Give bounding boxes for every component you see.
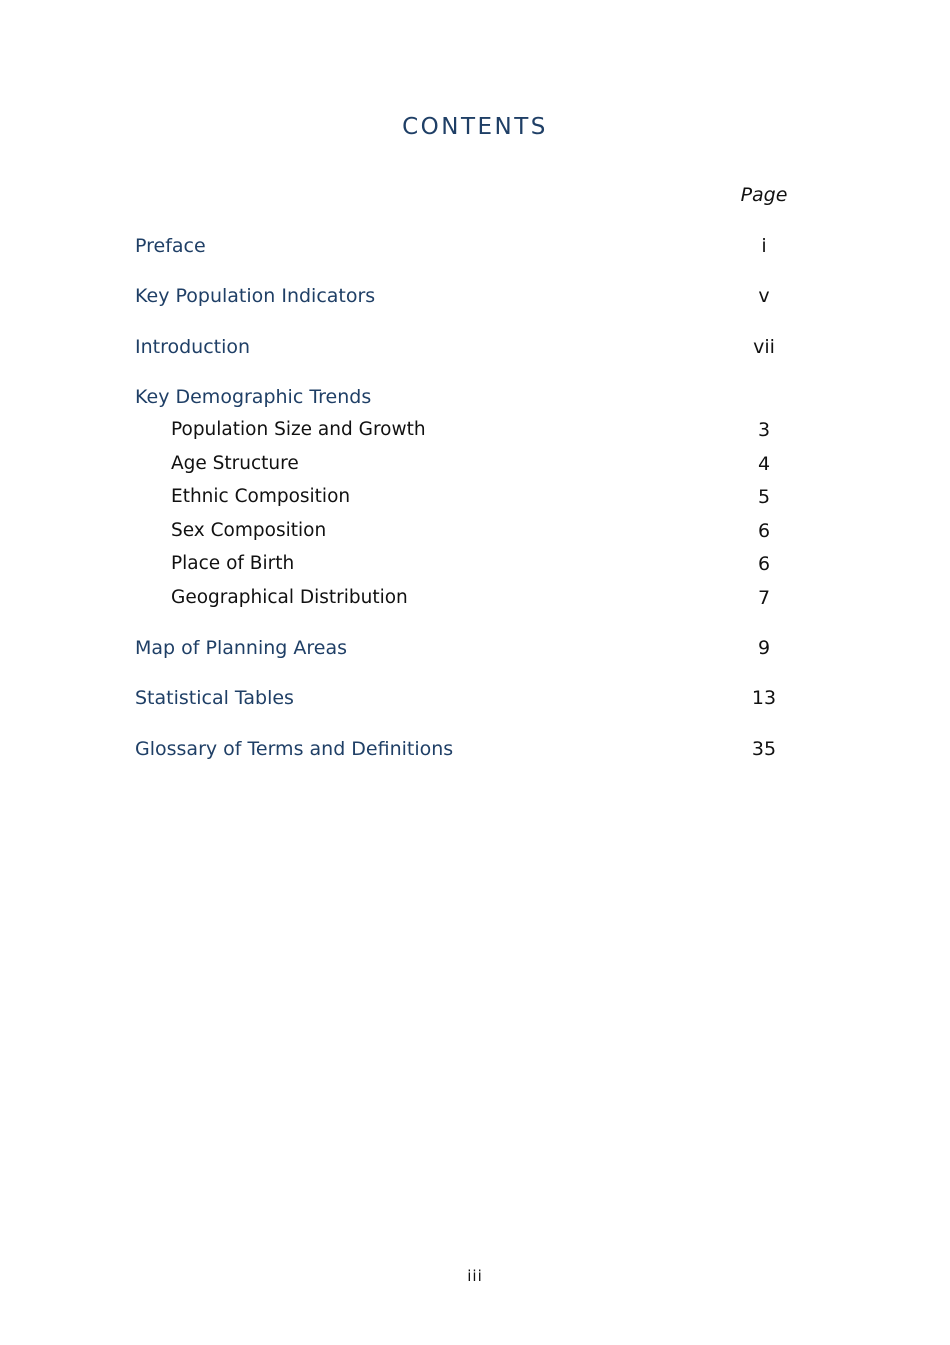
toc-entry-map-of-planning-areas[interactable]: [0, 637, 950, 665]
toc-entry-label: Ethnic Composition: [171, 486, 351, 507]
toc-entry-page: 35: [751, 738, 777, 760]
toc-subentry-place-of-birth[interactable]: [0, 553, 950, 581]
toc-entry-label: Preface: [135, 235, 206, 257]
toc-subentry-population-size[interactable]: [0, 419, 950, 447]
toc-entry-label: Sex Composition: [171, 520, 327, 541]
toc-entry-label: Key Demographic Trends: [135, 386, 372, 408]
toc-subentry-ethnic-composition[interactable]: [0, 486, 950, 514]
toc-entry-page: vii: [753, 336, 775, 358]
toc-entry-label: Population Size and Growth: [171, 419, 426, 440]
toc-entry-page: 6: [757, 520, 771, 542]
toc-entry-glossary[interactable]: [0, 738, 950, 766]
toc-entry-page: 5: [757, 486, 771, 508]
toc-entry-label: Glossary of Terms and Definitions: [135, 738, 454, 760]
toc-entry-page: 7: [757, 587, 771, 609]
page-column-header: Page: [740, 184, 788, 206]
toc-subentry-sex-composition[interactable]: [0, 520, 950, 548]
toc-subentry-age-structure[interactable]: [0, 453, 950, 481]
toc-subentry-geographical-distribution[interactable]: [0, 587, 950, 615]
toc-entry-label: Map of Planning Areas: [135, 637, 347, 659]
toc-entry-introduction[interactable]: [0, 336, 950, 364]
toc-entry-page: 13: [751, 687, 777, 709]
page-title: CONTENTS: [402, 114, 548, 140]
toc-entry-page: i: [761, 235, 767, 257]
footer-page-number: iii: [467, 1267, 483, 1285]
toc-entry-label: Age Structure: [171, 453, 299, 474]
toc-entry-page: v: [758, 285, 770, 307]
toc-entry-label: Geographical Distribution: [171, 587, 408, 608]
toc-entry-page: 6: [757, 553, 771, 575]
toc-entry-label: Statistical Tables: [135, 687, 294, 709]
toc-entry-key-demographic-trends[interactable]: [0, 386, 950, 414]
toc-entry-label: Key Population Indicators: [135, 285, 376, 307]
toc-entry-label: Place of Birth: [171, 553, 295, 574]
toc-entry-page: 9: [757, 637, 771, 659]
toc-entry-page: 3: [757, 419, 771, 441]
toc-entry-label: Introduction: [135, 336, 251, 358]
toc-entry-statistical-tables[interactable]: [0, 687, 950, 715]
toc-entry-key-population-indicators[interactable]: [0, 285, 950, 313]
toc-entry-preface[interactable]: [0, 235, 950, 263]
toc-entry-page: 4: [757, 453, 771, 475]
